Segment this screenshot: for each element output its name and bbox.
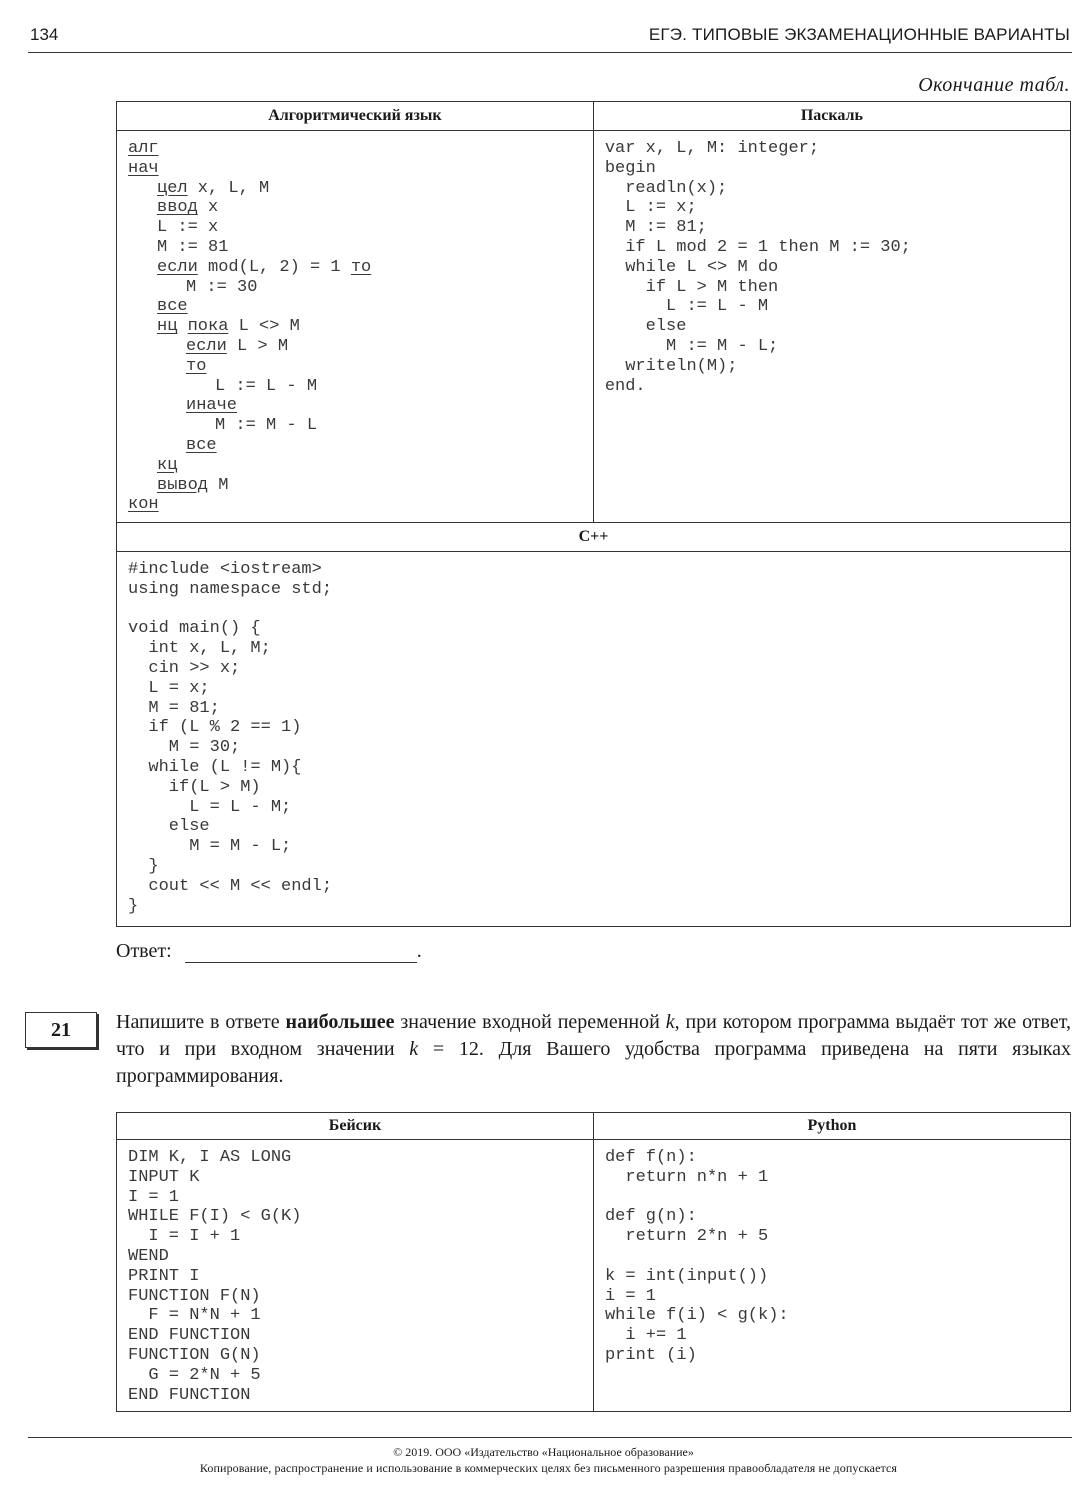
cpp-code-line: } — [128, 856, 159, 876]
pascal-code-line: begin — [604, 158, 656, 178]
algorithmic-code-line — [128, 436, 593, 456]
code-text — [177, 317, 187, 336]
keyword: иначе — [186, 396, 238, 416]
algorithmic-code-line — [128, 396, 593, 416]
keyword: алг — [128, 139, 159, 158]
cpp-code-line: if (L % 2 == 1) — [128, 718, 302, 738]
algorithmic-code-line — [128, 198, 593, 218]
answer-row — [116, 940, 422, 963]
code-text: M := 81 — [157, 237, 229, 257]
algorithmic-code-line — [128, 238, 593, 258]
basic-code-line: END FUNCTION — [128, 1326, 251, 1346]
keyword: вывод — [157, 475, 209, 495]
basic-code-line: I = 1 — [128, 1187, 180, 1207]
footer-copyright: © 2019. ООО «Издательство «Национальное образование» — [393, 1445, 694, 1459]
footer-notice: Копирование, распространение и использование в коммерческих целях без письменного разрешения правообладателя не допускается — [199, 1461, 898, 1475]
header-rule — [28, 52, 1072, 53]
cpp-code — [117, 552, 1070, 922]
header-cell-python — [593, 1113, 1070, 1140]
cpp-code-line: #include <iostream> — [128, 560, 322, 579]
basic-code-line: WEND — [128, 1246, 169, 1266]
algorithmic-code-line — [128, 297, 593, 317]
basic-code-cell — [117, 1140, 594, 1412]
task-text-part: , при котором программа выдаёт тот же ответ, что и при входном значении — [116, 1011, 1071, 1060]
cpp-code-line: else — [128, 817, 210, 837]
pascal-code — [594, 131, 1070, 402]
pascal-code-line: while L <> M do — [604, 257, 779, 277]
algorithmic-code-line — [128, 218, 593, 238]
cpp-code-line: while (L != M){ — [128, 757, 302, 777]
cpp-code-line: cin >> x; — [128, 658, 241, 678]
python-code-line: i = 1 — [604, 1286, 656, 1306]
column-title-basic: Бейсик — [328, 1117, 382, 1134]
keyword: то — [186, 356, 207, 376]
footer-rule — [28, 1437, 1072, 1438]
task-variable-k: k — [409, 1038, 419, 1060]
keyword: пока — [187, 317, 229, 337]
keyword: все — [186, 435, 217, 455]
algo-code-cell — [117, 131, 594, 523]
basic-code-line: PRINT I — [128, 1266, 200, 1286]
python-code-line: def f(n): — [604, 1148, 697, 1167]
python-code-cell — [593, 1140, 1070, 1412]
cpp-code-line: } — [128, 896, 139, 916]
column-title-python: Python — [807, 1117, 857, 1134]
keyword: то — [350, 257, 372, 277]
basic-code-line: END FUNCTION — [128, 1385, 251, 1405]
pascal-code-line: var x, L, M: integer; — [604, 139, 820, 158]
code-text: x — [197, 198, 219, 218]
keyword: ввод — [157, 198, 198, 218]
pascal-code-line: L := L - M — [604, 297, 769, 317]
basic-code-line: WHILE F(I) < G(K) — [128, 1207, 302, 1227]
column-title-cpp: C++ — [578, 528, 609, 545]
algorithmic-code-line — [128, 476, 593, 496]
cpp-code-cell — [117, 552, 1071, 927]
task-text-bold: наибольшее — [285, 1011, 395, 1033]
task-variable-k: k — [665, 1011, 675, 1033]
keyword: нач — [128, 158, 159, 178]
code-text: mod(L, 2) = 1 — [197, 257, 351, 277]
task-text-part: значение входной переменной — [394, 1011, 666, 1033]
algorithmic-code-line — [128, 456, 593, 476]
python-code-line: def g(n): — [604, 1207, 697, 1227]
pascal-code-line: if L mod 2 = 1 then M := 30; — [604, 237, 911, 257]
basic-code-line: I = I + 1 — [128, 1227, 241, 1247]
algorithmic-code-line — [128, 179, 593, 199]
basic-code-line: DIM K, I AS LONG — [128, 1148, 292, 1167]
keyword: кон — [128, 495, 159, 515]
algorithmic-code-line — [128, 159, 593, 179]
header-cell-algo — [117, 102, 594, 131]
cpp-code-line: int x, L, M; — [128, 639, 271, 659]
task-text-part: Напишите в ответе — [116, 1011, 286, 1033]
answer-label: Ответ: — [116, 940, 172, 962]
header-cell-pascal — [593, 102, 1070, 131]
cpp-code-line: M = M - L; — [128, 837, 292, 857]
python-code-line — [605, 1188, 1070, 1208]
pascal-code-line: M := 81; — [604, 218, 707, 238]
pascal-code-line: writeln(M); — [604, 356, 738, 376]
code-text: M — [208, 475, 229, 495]
code-text: L := L - M — [215, 376, 318, 396]
running-title: ЕГЭ. ТИПОВЫЕ ЭКЗАМЕНАЦИОННЫЕ ВАРИАНТЫ — [648, 25, 1070, 44]
task-number-box — [25, 1012, 97, 1048]
task-21-text — [116, 1009, 1071, 1090]
python-code-line — [605, 1247, 1070, 1267]
algorithmic-code-line — [128, 278, 593, 298]
pascal-code-line: L := x; — [604, 198, 697, 218]
cpp-code-line: void main() { — [128, 619, 261, 639]
column-title-algorithmic: Алгоритмический язык — [268, 107, 442, 124]
python-code-line: i += 1 — [604, 1326, 687, 1346]
algorithmic-code-line — [128, 357, 593, 377]
algorithmic-code-line — [128, 258, 593, 278]
keyword: кц — [157, 455, 178, 475]
task-text-part: = 12. Для Вашего удобства программа приведена на пяти языках программирования. — [116, 1038, 1071, 1087]
python-code-line: return 2*n + 5 — [604, 1227, 769, 1247]
algorithmic-code-line — [128, 139, 593, 159]
basic-code — [117, 1140, 593, 1411]
basic-code-line: FUNCTION F(N) — [128, 1286, 261, 1306]
basic-code-line: INPUT K — [128, 1167, 200, 1187]
pascal-code-cell — [593, 131, 1070, 523]
code-text: x, L, M — [187, 178, 270, 198]
code-text: L > M — [226, 336, 289, 356]
algorithmic-code-line — [128, 416, 593, 436]
cpp-code-line — [128, 600, 1070, 620]
python-code-line: return n*n + 1 — [604, 1167, 769, 1187]
algorithmic-code — [117, 131, 593, 521]
keyword: все — [157, 297, 188, 317]
python-code-line: print (i) — [604, 1345, 697, 1365]
cpp-code-line: using namespace std; — [128, 579, 333, 599]
answer-field[interactable] — [185, 944, 417, 963]
cpp-code-line: if(L > M) — [128, 777, 261, 797]
cpp-code-line: L = x; — [128, 678, 210, 698]
code-text: L := x — [157, 218, 219, 238]
keyword: если — [157, 257, 198, 277]
code-text: L <> M — [228, 317, 300, 337]
algorithmic-code-line — [128, 377, 593, 397]
keyword: цел — [157, 178, 188, 198]
code-text: M := M - L — [215, 416, 318, 436]
header-cell-cpp — [117, 523, 1071, 552]
basic-code-line: G = 2*N + 5 — [128, 1365, 261, 1385]
cpp-code-line: L = L - M; — [128, 797, 292, 817]
algorithmic-code-line — [128, 495, 593, 515]
pascal-code-line: if L > M then — [604, 277, 779, 297]
pascal-code-line: M := M - L; — [604, 336, 779, 356]
answer-dot: . — [416, 940, 422, 962]
pascal-code-line: readln(x); — [604, 178, 728, 198]
task-number: 21 — [51, 1019, 71, 1041]
code-text: M := 30 — [186, 277, 258, 297]
basic-code-line: FUNCTION G(N) — [128, 1345, 261, 1365]
table-continuation-label: Окончание табл. — [918, 74, 1070, 96]
column-title-pascal: Паскаль — [800, 107, 863, 124]
program-table-2 — [116, 1112, 1071, 1412]
python-code-line: while f(i) < g(k): — [604, 1306, 789, 1326]
cpp-code-line: M = 81; — [128, 698, 220, 718]
header-cell-basic — [117, 1113, 594, 1140]
algorithmic-code-line — [128, 337, 593, 357]
program-table-1 — [116, 101, 1071, 927]
page-number: 134 — [30, 25, 59, 44]
cpp-code-line: M = 30; — [128, 738, 241, 758]
pascal-code-line: else — [604, 317, 687, 337]
basic-code-line: F = N*N + 1 — [128, 1306, 261, 1326]
cpp-code-line: cout << M << endl; — [128, 876, 333, 896]
algorithmic-code-line — [128, 317, 593, 337]
python-code — [594, 1140, 1070, 1372]
pascal-code-line: end. — [604, 376, 646, 396]
keyword: нц — [157, 317, 178, 337]
python-code-line: k = int(input()) — [604, 1266, 769, 1286]
keyword: если — [186, 336, 227, 356]
